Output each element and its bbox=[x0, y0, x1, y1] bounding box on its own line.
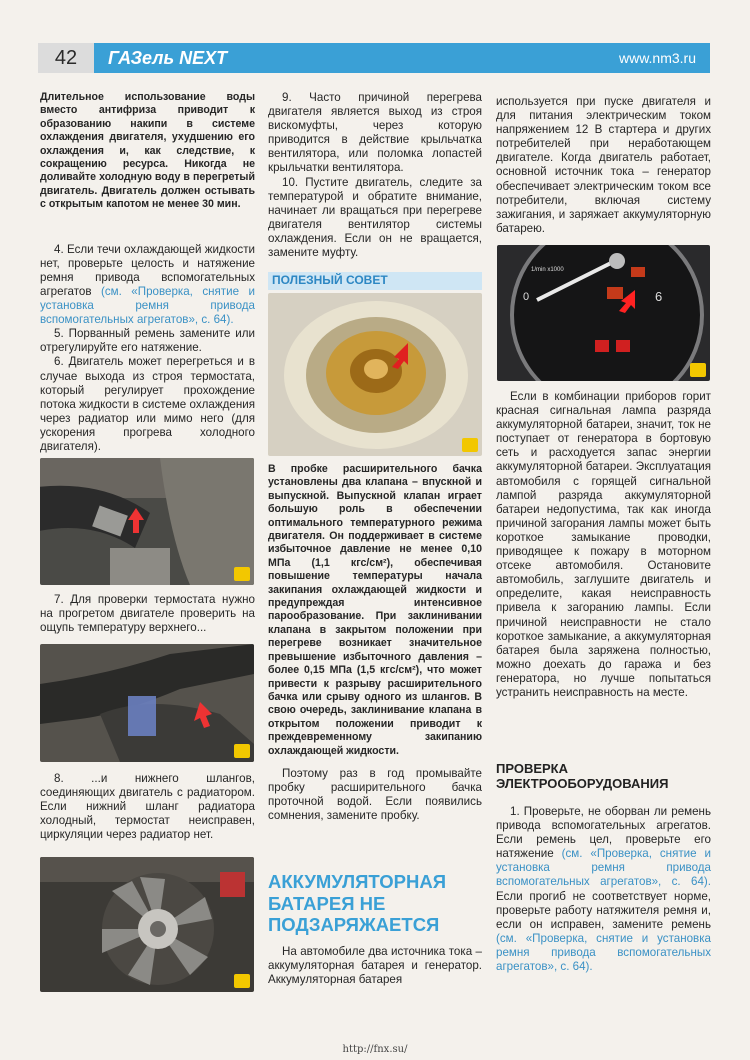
step-6: 6. Двигатель может перегреться и в случае выхода из строя термостата, который регулирует прохождение потока жидкости в системе охлаждения через радиатор или мимо него (для ускорения прогрева холодного двигателя). bbox=[40, 355, 255, 453]
fan-image bbox=[40, 857, 254, 992]
column-right bbox=[496, 95, 711, 236]
step-8: 8. ...и нижнего шлангов, соединяющих двигатель с радиатором. Если нижний шланг радиатора холодный, термостат неисправен, циркуляции через радиатор нет. bbox=[40, 772, 255, 842]
expansion-cap-image bbox=[268, 293, 482, 456]
step-8-block bbox=[40, 772, 255, 842]
column-left bbox=[40, 91, 255, 454]
check-step-1-ref2[interactable]: (см. «Проверка, снятие и установка ремня привода вспомогательных агрегатов», с. 64). bbox=[496, 931, 711, 974]
photo-upper-hose bbox=[40, 458, 254, 585]
step-9: 9. Часто причиной перегрева двигателя является выход из строя вискомуфты, через которую приводится в действие крыльчатка вентилятора, или поломка лопастей крыльчатки вентилятора. bbox=[268, 91, 482, 175]
check-step-1-ref[interactable]: (см. «Проверка, снятие и установка ремня привода вспомогательных агрегатов», с. 64). bbox=[496, 847, 711, 889]
step-4: 4. Если течи охлаждающей жидкости нет, проверьте целость и натяжение ремня привода вспомогательных агрегатов (см. «Проверка, снятие и установка ремня привода вспомогательных агрегатов», с. 64). bbox=[40, 242, 255, 327]
section-heading-battery: АККУМУЛЯТОРНАЯ БАТАРЕЯ НЕ ПОДЗАРЯЖАЕТСЯ bbox=[268, 871, 446, 935]
photo-expansion-cap bbox=[268, 293, 482, 456]
gauge-number-left: 0 bbox=[523, 291, 530, 303]
lamp-paragraph: Если в комбинации приборов горит красная сигнальная лампа разряда аккумуляторной батареи, значит, ток не поступает от генератора в бортовую сеть и расходуется запас энергии аккумуляторной батареи. Эксплуатация автомобиля с горящей сигнальной лампой разряда аккумуляторной батареи недопустима, так как иногда причиной загорания лампы может быть короткое замыкание проводки, приводящее к пожару в моторном отсеке автомобиля. Остановите автомобиль, заглушите двигатель и определите, какая неисправность привела к загоранию лампы. Если причиной неисправности не стало короткое замыкание, а аккумуляторная батарея была заряжена полностью, можно доехать до гаража и без генератора, но лучше попытаться устранить неисправность на месте. bbox=[496, 390, 711, 699]
tip-title: ПОЛЕЗНЫЙ СОВЕТ bbox=[272, 273, 388, 287]
gauge-number-right: 6 bbox=[655, 289, 663, 304]
footer-url: http://fnx.su/ bbox=[342, 1044, 408, 1055]
page-number: 42 bbox=[38, 43, 94, 73]
page-header bbox=[38, 43, 710, 73]
tool-badge-icon bbox=[462, 438, 478, 452]
step-7-block bbox=[40, 593, 255, 635]
upper-hose-image bbox=[40, 458, 254, 585]
site-url: www.nm3.ru bbox=[618, 50, 696, 66]
check-step-1: 1. Проверьте, не оборван ли ремень привода вспомогательных агрегатов. Если ремень цел, проверьте его натяжение (см. «Проверка, снятие и установка ремня привода вспомогательных агрегатов», с. 64). Если прогиб не соответствует норме, проверьте работу натяжителя ремня и, если он исправен, замените ремень (см. «Проверка, снятие и установка ремня привода вспомогательных агрегатов», с. 64). bbox=[496, 805, 711, 974]
section-heading-electrical: ПРОВЕРКА ЭЛЕКТРООБОРУДОВАНИЯ bbox=[496, 761, 669, 791]
flush-advice: Поэтому раз в год промывайте пробку расширительного бачка проточной водой. Если появились сомнения, замените пробку. bbox=[268, 766, 482, 823]
photo-fan bbox=[40, 857, 254, 992]
warning-note: Длительное использование воды вместо антифриза приводит к образованию накипи в системе охлаждения двигателя, ухудшению его охлаждения и, как следствие, к сокращению ресурса. Никогда не доливайте холодную воду в перегретый двигатель. Двигатель должен остывать с открытым капотом не менее 30 мин. bbox=[40, 91, 255, 211]
tool-badge-icon bbox=[234, 744, 250, 758]
step-4-ref[interactable]: (см. «Проверка, снятие и установка ремня привода вспомогательных агрегатов», с. 64). bbox=[40, 284, 255, 327]
step-7: 7. Для проверки термостата нужно на прогретом двигателе проверить на ощупь температуру верхнего... bbox=[40, 593, 255, 635]
column-middle bbox=[268, 91, 482, 260]
lower-hose-image bbox=[40, 644, 254, 762]
tip-body bbox=[268, 463, 482, 823]
tool-badge-icon bbox=[690, 363, 706, 377]
battery-intro: На автомобиле два источника тока – аккумуляторная батарея и генератор. Аккумуляторная батарея bbox=[268, 945, 482, 987]
photo-lower-hose bbox=[40, 644, 254, 762]
instrument-cluster-image bbox=[497, 245, 710, 381]
tip-text: В пробке расширительного бачка установлены два клапана – впускной и выпускной. Выпускной клапан играет большую роль в обеспечении оптимального температурного режима двигателя. Он поддерживает в системе избыточное давление не менее 0,10 МПа (1,1 кгс/см²), обеспечивая повышение температуры начала закипания охлаждающей жидкости и предупреждая интенсивное парообразование. При заклинивании клапана в закрытом положении при перегреве возникает значительное превышение избыточного давления – более 0,15 МПа (1,5 кгс/см²), что может привести к разрыву расширительного бачка или срыву одного из шлангов. В свою очередь, заклинивание клапана в открытом положении приводит к преждевременному закипанию охлаждающей жидкости. bbox=[268, 463, 482, 757]
lamp-block bbox=[496, 390, 711, 700]
tool-badge-icon bbox=[234, 567, 250, 581]
gauge-unit-label: 1/min x1000 bbox=[531, 267, 564, 273]
electrical-check-block bbox=[496, 805, 711, 974]
step-5: 5. Порванный ремень замените или отрегулируйте его натяжение. bbox=[40, 327, 255, 355]
tool-badge-icon bbox=[234, 974, 250, 988]
step-10: 10. Пустите двигатель, следите за температурой и обратите внимание, начинает ли вращаться при перегреве двигателя вентилятор системы охлаждения. Если он не вращается, замените муфту. bbox=[268, 175, 482, 260]
battery-intro-block bbox=[268, 945, 482, 987]
book-title: ГАЗель NEXT bbox=[108, 48, 228, 68]
battery-continued: используется при пуске двигателя и для питания электрическим током напряжением 12 В стартера и других потребителей при неработающем двигателе. Когда двигатель работает, основной источник тока – генератор обеспечивает электрическим током все потребители, включая систему зажигания, и заряжает аккумуляторную батарею. bbox=[496, 95, 711, 235]
photo-instrument-cluster bbox=[497, 245, 710, 381]
tip-title-bar bbox=[268, 272, 482, 290]
